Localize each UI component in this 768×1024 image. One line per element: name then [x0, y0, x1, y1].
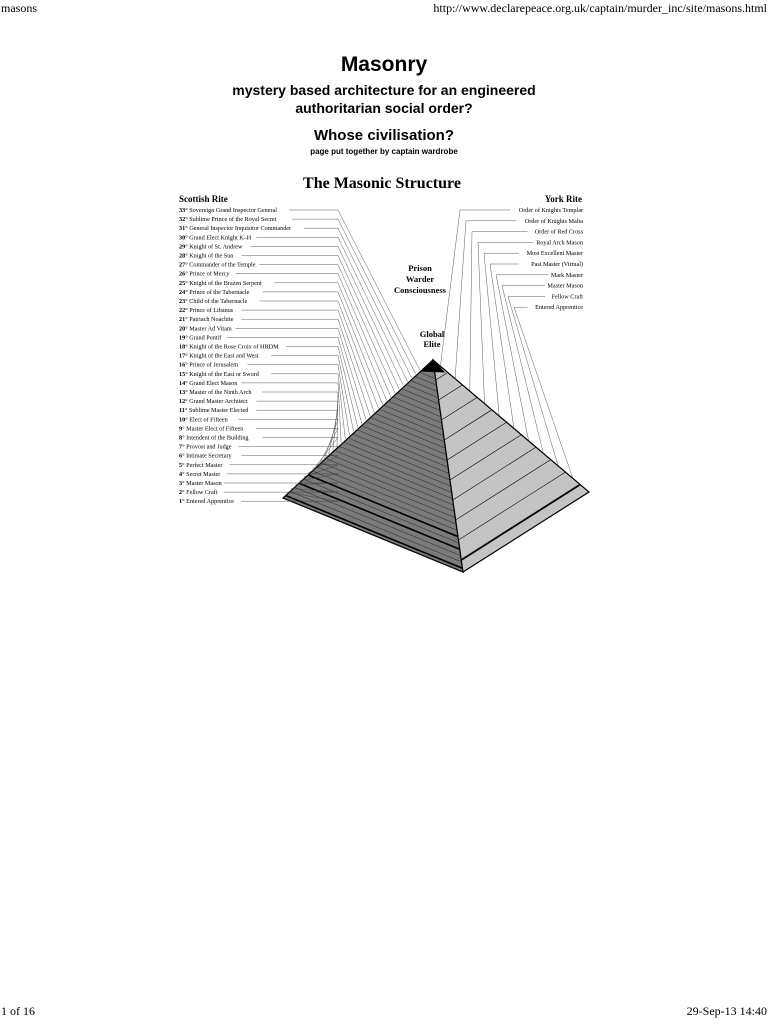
scottish-degree-label: [179, 444, 232, 451]
scottish-degree-label: [179, 262, 256, 269]
degree-name: Knight of St. Andrew: [187, 243, 243, 251]
york-degree-label: Order of Knights Templar: [518, 207, 583, 214]
leader-line: [338, 246, 403, 385]
print-header-title: masons: [1, 1, 37, 15]
scottish-degree-label: [179, 234, 252, 241]
scottish-degree-label: [179, 462, 222, 469]
degree-number: 18°: [179, 343, 188, 351]
degree-name: Prince of the Tabernacle: [187, 288, 250, 296]
degree-number: 24°: [179, 288, 188, 296]
scottish-degree-label: [179, 307, 234, 314]
scottish-degree-label: [179, 362, 238, 369]
scottish-degree-label: [179, 353, 259, 360]
degree-number: 21°: [179, 316, 188, 324]
print-timestamp: 29-Sep-13 14:40: [686, 1004, 767, 1018]
scottish-degree-label: [179, 471, 220, 478]
degree-number: 29°: [179, 243, 188, 251]
degree-number: 33°: [179, 207, 188, 214]
scottish-degree-list: [179, 207, 291, 505]
degree-number: 5°: [179, 461, 185, 469]
scottish-degree-label: [179, 243, 243, 250]
york-degree-label: Royal Arch Mason: [536, 239, 583, 247]
degree-number: 19°: [179, 334, 188, 342]
leader-line: [338, 347, 358, 428]
degree-name: Prince of Libanus: [187, 307, 234, 315]
scottish-degree-label: [179, 316, 234, 323]
credit-line: page put together by captain wardrobe: [310, 147, 458, 156]
leader-line: [338, 228, 412, 378]
leader-line: [338, 383, 341, 443]
leader-line: [338, 237, 407, 381]
york-degree-label: Order of Knights Malta: [524, 217, 583, 225]
subtitle-line-2: authoritarian social order?: [295, 100, 473, 116]
scottish-degree-label: [179, 416, 228, 423]
leader-line: [338, 219, 416, 374]
degree-name: Commander of the Temple: [187, 261, 256, 269]
scottish-degree-label: [179, 216, 277, 223]
scottish-degree-label: [179, 435, 249, 442]
center-label-line: Warder: [405, 274, 435, 284]
scottish-degree-label: [179, 298, 248, 305]
degree-number: 20°: [179, 325, 188, 333]
degree-name: Elect of Fifteen: [187, 416, 228, 424]
degree-number: 28°: [179, 252, 188, 260]
degree-name: Sovereign Grand Inspector General: [187, 207, 278, 214]
degree-name: Fellow Craft: [184, 489, 218, 497]
york-degree-label: Fellow Craft: [551, 293, 583, 301]
york-degree-label: Entered Apprentice: [535, 304, 583, 312]
degree-number: 31°: [179, 225, 188, 233]
diagram-canvas: [170, 165, 600, 580]
prison-warder-label: [394, 263, 447, 295]
degree-number: 12°: [179, 398, 188, 406]
leader-line: [484, 253, 499, 416]
degree-name: Prince of Mercy: [187, 270, 230, 278]
degree-number: 11°: [179, 407, 188, 415]
degree-name: Grand Master Architect: [187, 398, 248, 406]
scottish-degree-label: [179, 271, 230, 278]
degree-name: Grand Elect Knight K–H: [187, 234, 252, 242]
apex-label-line: Elite: [423, 339, 441, 349]
scottish-degree-label: [179, 380, 237, 387]
york-rite-heading: York Rite: [544, 194, 582, 204]
degree-name: Knight of the Brazen Serpent: [187, 279, 262, 287]
degree-number: 32°: [179, 216, 188, 224]
degree-name: Master Ad Vitam: [187, 325, 232, 333]
york-degree-label: Mark Master: [550, 271, 583, 279]
degree-number: 15°: [179, 370, 188, 378]
degree-name: Knight of the Sun: [187, 252, 234, 260]
scottish-degree-label: [179, 489, 218, 496]
degree-name: Master Elect of Fifteen: [184, 425, 244, 433]
print-header-url: http://www.declarepeace.org.uk/captain/murder_inc/site/masons.html: [433, 1, 767, 15]
scottish-degree-label: [179, 498, 234, 505]
degree-name: Master Mason: [184, 480, 222, 487]
degree-number: 22°: [179, 307, 188, 315]
degree-name: Grand Pontif: [187, 334, 222, 342]
degree-number: 1°: [179, 498, 185, 506]
leader-line: [470, 232, 472, 392]
degree-name: Knight of the Rose Croix of HRDM: [187, 343, 279, 351]
leader-line: [490, 264, 514, 428]
scottish-degree-label: [179, 325, 232, 332]
leader-line: [338, 310, 374, 412]
degree-name: Master of the Ninth Arch: [187, 389, 252, 396]
scottish-degree-label: [179, 253, 233, 260]
degree-name: Sublime Prince of the Royal Secret: [187, 216, 277, 224]
degree-name: Perfect Master: [184, 461, 223, 469]
leader-line: [455, 221, 466, 379]
degree-number: 2°: [179, 489, 185, 497]
scottish-degree-label: [179, 389, 252, 396]
center-label-line: Consciousness: [394, 285, 446, 295]
degree-name: Grand Elect Mason: [187, 379, 238, 387]
scottish-degree-label: [179, 280, 262, 287]
degree-number: 9°: [179, 425, 185, 433]
degree-name: Intendent of the Building: [184, 434, 249, 442]
masonic-structure-diagram: [170, 165, 600, 580]
degree-number: 26°: [179, 270, 188, 278]
center-label-line: Prison: [408, 263, 432, 273]
york-degree-list: [519, 207, 584, 311]
scottish-degree-label: [179, 334, 222, 341]
scottish-degree-label: [179, 480, 222, 487]
scottish-degree-label: [179, 453, 233, 460]
degree-number: 13°: [179, 389, 188, 396]
page-subtitle: [0, 81, 768, 117]
degree-name: Secret Master: [184, 470, 221, 478]
diagram-title: The Masonic Structure: [303, 175, 461, 192]
degree-name: Prince of Jerusalem: [187, 361, 239, 369]
degree-number: 17°: [179, 352, 188, 360]
degree-name: General Inspector Inquisitor Commander: [187, 225, 292, 233]
page-count: 1 of 16: [1, 1004, 35, 1018]
leader-line: [478, 242, 485, 403]
scottish-degree-label: [179, 344, 279, 351]
scottish-degree-label: [179, 407, 249, 414]
subtitle-line-1: mystery based architecture for an engineered: [232, 82, 536, 98]
scottish-degree-label: [179, 207, 277, 214]
degree-number: 25°: [179, 279, 188, 287]
apex-label-line: Global: [419, 329, 445, 339]
degree-name: Provost and Judge: [184, 443, 232, 451]
degree-number: 30°: [179, 234, 188, 242]
leader-line: [338, 301, 378, 408]
york-degree-label: Most Excellent Master: [526, 250, 583, 258]
scottish-degree-label: [179, 371, 260, 378]
leader-line: [338, 328, 366, 419]
scottish-degree-label: [179, 225, 291, 232]
degree-name: Entered Apprentice: [184, 498, 235, 506]
degree-name: Intimate Secretary: [184, 452, 232, 460]
leader-line: [338, 265, 395, 393]
degree-number: 4°: [179, 470, 185, 478]
scottish-degree-label: [179, 289, 250, 296]
degree-number: 3°: [179, 480, 185, 487]
degree-name: Knight of the East or Sword: [187, 370, 259, 378]
question-heading: Whose civilisation?: [313, 127, 455, 144]
degree-number: 14°: [179, 379, 188, 387]
leader-line: [338, 319, 370, 416]
scottish-degree-label: [179, 425, 243, 432]
degree-number: 23°: [179, 298, 188, 305]
page-title: Masonry: [340, 53, 428, 76]
degree-number: 6°: [179, 452, 185, 460]
degree-name: Sublime Master Elected: [187, 407, 249, 415]
degree-number: 27°: [179, 261, 188, 269]
scottish-rite-heading: Scottish Rite: [179, 194, 228, 204]
degree-number: 16°: [179, 361, 188, 369]
scottish-degree-label: [179, 398, 248, 405]
global-elite-label: [420, 329, 445, 349]
degree-name: Child of the Tabernacle: [187, 298, 248, 305]
degree-number: 10°: [179, 416, 188, 424]
york-degree-label: Past Master (Virtual): [531, 261, 583, 268]
degree-number: 8°: [179, 434, 185, 442]
degree-name: Patriach Noachite: [187, 316, 234, 324]
degree-number: 7°: [179, 443, 185, 451]
york-degree-label: Order of Red Cross: [534, 228, 583, 236]
york-degree-label: Master Mason: [547, 282, 583, 290]
degree-name: Knight of the East and West: [187, 352, 259, 360]
